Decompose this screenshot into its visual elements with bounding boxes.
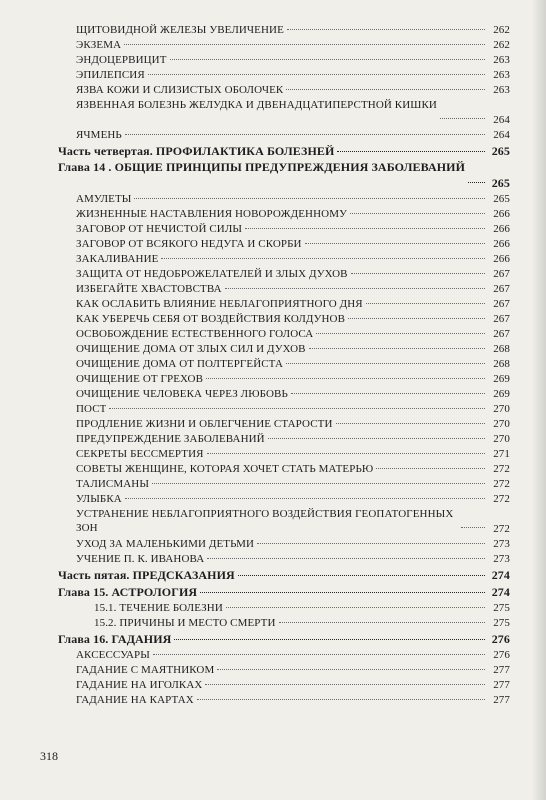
toc-entry-title: ЩИТОВИДНОЙ ЖЕЛЕЗЫ УВЕЛИЧЕНИЕ [76,24,284,36]
toc-entry-page: 272 [493,463,510,475]
toc-entry-page: 267 [493,328,510,340]
toc-entry-title: УЧЕНИЕ П. К. ИВАНОВА [76,553,205,565]
toc-entry [58,372,510,387]
toc-entry-title: ЗАКАЛИВАНИЕ [76,253,159,265]
dot-leader [337,151,485,152]
dot-leader [170,59,485,60]
toc-entry [58,38,510,53]
toc-entry-title: ЗАЩИТА ОТ НЕДОБРОЖЕЛАТЕЛЕЙ И ЗЛЫХ ДУХОВ [76,268,348,280]
toc-entry-title: СЕКРЕТЫ БЕССМЕРТИЯ [76,448,204,460]
toc-entry [58,83,510,98]
toc-entry-page: 264 [493,114,510,126]
toc-entry-page: 263 [493,54,510,66]
toc-entry-title: АКСЕССУАРЫ [76,649,150,661]
dot-leader [440,118,485,119]
toc-entry-page: 271 [493,448,510,460]
toc-entry [58,402,510,417]
toc-entry-page: 263 [493,84,510,96]
dot-leader [336,423,485,424]
toc-entry-page: 270 [493,418,510,430]
dot-leader [350,213,485,214]
toc-entry-title: 15.1. ТЕЧЕНИЕ БОЛЕЗНИ [94,602,223,614]
toc-entry [58,252,510,267]
toc-entry [58,492,510,507]
toc-entry-page: 273 [493,538,510,550]
dot-leader [125,134,485,135]
table-of-contents [58,23,510,708]
toc-entry-page: 266 [493,208,510,220]
toc-entry-title: СОВЕТЫ ЖЕНЩИНЕ, КОТОРАЯ ХОЧЕТ СТАТЬ МАТЕРЬЮ [76,463,374,475]
dot-leader [257,543,485,544]
toc-entry-title: ПРЕДУПРЕЖДЕНИЕ ЗАБОЛЕВАНИЙ [76,433,265,445]
toc-entry [58,342,510,357]
dot-leader [376,468,485,469]
toc-part-entry [58,567,510,584]
dot-leader [148,74,485,75]
toc-entry-page: 270 [493,433,510,445]
toc-entry-title: ОЧИЩЕНИЕ ДОМА ОТ ЗЛЫХ СИЛ И ДУХОВ [76,343,306,355]
toc-entry-page: 262 [493,24,510,36]
toc-entry-page: 263 [493,69,510,81]
toc-entry-page: 275 [493,617,510,629]
dot-leader [134,198,485,199]
toc-entry [58,693,510,708]
dot-leader [287,29,485,30]
dot-leader [152,483,485,484]
toc-entry-page: 267 [493,313,510,325]
toc-entry-page: 268 [493,358,510,370]
toc-entry-page: 265 [491,144,510,158]
dot-leader [348,318,485,319]
toc-entry-page: 277 [493,664,510,676]
toc-entry-page: 276 [491,632,510,646]
toc-entry-page: 273 [493,553,510,565]
toc-entry-page: 272 [493,493,510,505]
dot-leader [174,639,485,640]
dot-leader [268,438,485,439]
dot-leader [226,607,485,608]
toc-entry-page: 268 [493,343,510,355]
toc-entry [58,222,510,237]
toc-entry [58,207,510,222]
toc-entry [58,237,510,252]
toc-entry-page: 266 [493,223,510,235]
toc-chapter-entry [58,160,510,192]
toc-entry-title: ГАДАНИЕ С МАЯТНИКОМ [76,664,215,676]
toc-entry [58,128,510,143]
page-edge-shadow [532,0,546,800]
toc-entry-title: ЗАГОВОР ОТ ВСЯКОГО НЕДУГА И СКОРБИ [76,238,302,250]
toc-entry-page: 277 [493,694,510,706]
dot-leader [279,622,486,623]
toc-entry-page: 265 [493,193,510,205]
toc-entry-title: ИЗБЕГАЙТЕ ХВАСТОВСТВА [76,283,222,295]
toc-entry-title: ГАДАНИЕ НА КАРТАХ [76,694,194,706]
toc-entry-title: ПРОДЛЕНИЕ ЖИЗНИ И ОБЛЕГЧЕНИЕ СТАРОСТИ [76,418,333,430]
dot-leader [200,592,485,593]
dot-leader [286,89,485,90]
toc-entry [58,327,510,342]
toc-entry-title: Глава 14 . ОБЩИЕ ПРИНЦИПЫ ПРЕДУПРЕЖДЕНИЯ ЗАБОЛЕВАНИЙ [58,160,466,174]
toc-entry-page: 267 [493,268,510,280]
toc-entry [58,663,510,678]
toc-entry [58,192,510,207]
dot-leader [245,228,485,229]
toc-entry-title: ГАДАНИЕ НА ИГОЛКАХ [76,679,203,691]
toc-entry [58,648,510,663]
toc-entry-page: 276 [493,649,510,661]
dot-leader [225,288,485,289]
dot-leader [351,273,485,274]
toc-entry-page: 274 [491,568,510,582]
dot-leader [161,258,485,259]
dot-leader [305,243,485,244]
toc-entry-page: 266 [493,238,510,250]
toc-entry [58,23,510,38]
toc-entry [58,98,510,128]
dot-leader [217,669,485,670]
page-number: 318 [40,749,58,763]
toc-entry-title: АМУЛЕТЫ [76,193,132,205]
toc-entry-title: ЖИЗНЕННЫЕ НАСТАВЛЕНИЯ НОВОРОЖДЕННОМУ [76,208,347,220]
toc-entry-title: ЯЗВЕННАЯ БОЛЕЗНЬ ЖЕЛУДКА И ДВЕНАДЦАТИПЕРСТНОЙ КИШКИ [76,99,437,111]
dot-leader [153,654,485,655]
toc-entry-page: 269 [493,373,510,385]
toc-entry-page: 274 [491,585,510,599]
toc-entry-page: 264 [493,129,510,141]
toc-entry-page: 265 [491,176,510,190]
toc-entry [58,53,510,68]
toc-entry [58,387,510,402]
toc-chapter-entry [58,584,510,601]
toc-entry [58,552,510,567]
dot-leader [205,684,485,685]
dot-leader [206,378,485,379]
toc-entry-title: Часть четвертая. ПРОФИЛАКТИКА БОЛЕЗНЕЙ [58,144,335,158]
toc-entry-page: 262 [493,39,510,51]
toc-entry-page: 272 [493,523,510,535]
dot-leader [316,333,485,334]
dot-leader [124,44,485,45]
toc-entry-title: ТАЛИСМАНЫ [76,478,150,490]
dot-leader [461,527,485,528]
toc-entry-title: УСТРАНЕНИЕ НЕБЛАГОПРИЯТНОГО ВОЗДЕЙСТВИЯ ГЕОПАТОГЕННЫХ ЗОН [76,508,454,534]
toc-entry [58,678,510,693]
toc-entry [58,616,510,631]
dot-leader [238,575,485,576]
toc-entry [58,537,510,552]
toc-entry [58,68,510,83]
dot-leader [207,453,485,454]
toc-chapter-entry [58,631,510,648]
toc-entry [58,357,510,372]
toc-entry-title: КАК УБЕРЕЧЬ СЕБЯ ОТ ВОЗДЕЙСТВИЯ КОЛДУНОВ [76,313,346,325]
toc-entry-title: ОСВОБОЖДЕНИЕ ЕСТЕСТВЕННОГО ГОЛОСА [76,328,314,340]
toc-entry-title: ЯЗВА КОЖИ И СЛИЗИСТЫХ ОБОЛОЧЕК [76,84,284,96]
toc-entry [58,432,510,447]
toc-entry-title: УХОД ЗА МАЛЕНЬКИМИ ДЕТЬМИ [76,538,254,550]
toc-entry-page: 267 [493,298,510,310]
dot-leader [291,393,485,394]
toc-entry [58,462,510,477]
dot-leader [109,408,485,409]
toc-entry [58,477,510,492]
toc-entry-title: ОЧИЩЕНИЕ ДОМА ОТ ПОЛТЕРГЕЙСТА [76,358,284,370]
toc-entry-page: 267 [493,283,510,295]
toc-entry [58,312,510,327]
toc-entry [58,417,510,432]
dot-leader [309,348,485,349]
toc-entry-title: ЗАГОВОР ОТ НЕЧИСТОЙ СИЛЫ [76,223,243,235]
toc-entry [58,507,510,537]
toc-entry-title: ЯЧМЕНЬ [76,129,122,141]
toc-entry-title: ЭПИЛЕПСИЯ [76,69,145,81]
dot-leader [207,558,485,559]
toc-entry [58,297,510,312]
toc-entry-title: ОЧИЩЕНИЕ ОТ ГРЕХОВ [76,373,204,385]
dot-leader [468,182,485,183]
dot-leader [286,363,485,364]
toc-entry-page: 266 [493,253,510,265]
toc-entry [58,282,510,297]
toc-entry [58,267,510,282]
toc-entry-title: УЛЫБКА [76,493,122,505]
toc-entry-title: КАК ОСЛАБИТЬ ВЛИЯНИЕ НЕБЛАГОПРИЯТНОГО ДНЯ [76,298,363,310]
toc-entry-page: 270 [493,403,510,415]
toc-entry-page: 269 [493,388,510,400]
toc-entry [58,447,510,462]
dot-leader [125,498,485,499]
toc-entry-title: Часть пятая. ПРЕДСКАЗАНИЯ [58,568,235,582]
toc-entry-title: ОЧИЩЕНИЕ ЧЕЛОВЕКА ЧЕРЕЗ ЛЮБОВЬ [76,388,288,400]
toc-part-entry [58,143,510,160]
toc-entry-title: ЭКЗЕМА [76,39,122,51]
toc-entry-title: ЭНДОЦЕРВИЦИТ [76,54,167,66]
dot-leader [197,699,485,700]
toc-entry-title: 15.2. ПРИЧИНЫ И МЕСТО СМЕРТИ [94,617,276,629]
toc-entry-title: Глава 15. АСТРОЛОГИЯ [58,585,198,599]
toc-entry-page: 277 [493,679,510,691]
dot-leader [366,303,485,304]
toc-entry-title: ПОСТ [76,403,107,415]
toc-entry-page: 275 [493,602,510,614]
toc-entry-page: 272 [493,478,510,490]
toc-entry-title: Глава 16. ГАДАНИЯ [58,632,172,646]
toc-entry [58,601,510,616]
